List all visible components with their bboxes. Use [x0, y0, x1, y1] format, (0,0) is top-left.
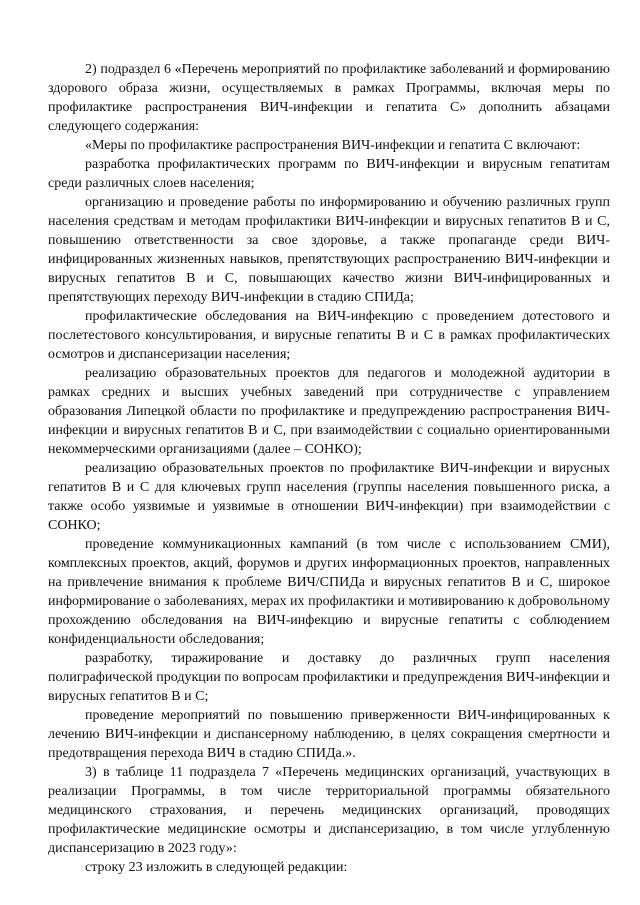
paragraph-6: реализацию образовательных проектов для педагогов и молодежной аудитории в рамках средних и высших учебных заведений при сотрудничестве с управлением образования Липецкой области по профилактике и предупреждению распространения ВИЧ-инфекции и вирусных гепатитов В и С, при взаимодействии с социально ориентированными некоммерческими организациями (далее – СОНКО); [48, 366, 610, 457]
paragraph-12: строку 23 изложить в следующей редакции: [85, 860, 348, 875]
paragraph-5: профилактические обследования на ВИЧ-инфекцию с проведением дотестового и послетестового консультирования, и вирусные гепатиты В и С в рамках профилактических осмотров и диспансеризации населения; [48, 309, 610, 362]
paragraph-3: разработка профилактических программ по ВИЧ-инфекции и вирусным гепатитам среди различных слоев населения; [48, 157, 610, 191]
paragraph-9: разработку, тиражирование и доставку до различных групп населения полиграфической продукции по вопросам профилактики и предупреждения ВИЧ-инфекции и вирусных гепатитов В и С; [48, 651, 610, 704]
paragraph-4: организацию и проведение работы по информированию и обучению различных групп населения средствам и методам профилактики ВИЧ-инфекции и вирусных гепатитов В и С, повышению ответственности за свое здоровье, а также пропаганде среди ВИЧ-инфицированных жизненных навыков, препятствующих распространению ВИЧ-инфекции и вирусных гепатитов В и С, повышающих качество жизни ВИЧ-инфицированных и препятствующих переходу ВИЧ-инфекции в стадию СПИДа; [48, 195, 610, 305]
paragraph-1: 2) подраздел 6 «Перечень мероприятий по профилактике заболеваний и формированию здорового образа жизни, осуществляемых в рамках Программы, включая меры по профилактике распространения ВИЧ-инфекции и гепатита С» дополнить абзацами следующего содержания: [48, 62, 610, 134]
paragraph-11: 3) в таблице 11 подраздела 7 «Перечень медицинских организаций, участвующих в реализации Программы, в том числе территориальной программы обязательного медицинского страхования, и перечень медицинских организаций, проводящих профилактические медицинские осмотры и диспансеризацию, в том числе углубленную диспансеризацию в 2023 году»: [48, 765, 610, 856]
paragraph-8: проведение коммуникационных кампаний (в том числе с использованием СМИ), комплексных проектов, акций, форумов и других информационных проектов, направленных на привлечение внимания к проблеме ВИЧ/СПИДа и вирусных гепатитов В и С, широкое информирование о заболеваниях, мерах их профилактики и мотивированию к добровольному прохождению обследования на ВИЧ-инфекцию и вирусные гепатиты с соблюдением конфиденциальности обследования; [48, 537, 610, 647]
paragraph-2: «Меры по профилактике распространения ВИЧ-инфекции и гепатита С включают: [85, 138, 581, 153]
document-body [48, 60, 610, 877]
paragraph-10: проведение мероприятий по повышению приверженности ВИЧ-инфицированных к лечению ВИЧ-инфекции и диспансерному наблюдению, в целях сокращения смертности и предотвращения перехода ВИЧ в стадию СПИДа.». [48, 708, 610, 761]
paragraph-7: реализацию образовательных проектов по профилактике ВИЧ-инфекции и вирусных гепатитов В и С для ключевых групп населения (группы населения повышенного риска, а также особо уязвимые и уязвимые в отношении ВИЧ-инфекции) при взаимодействии с СОНКО; [48, 461, 610, 533]
